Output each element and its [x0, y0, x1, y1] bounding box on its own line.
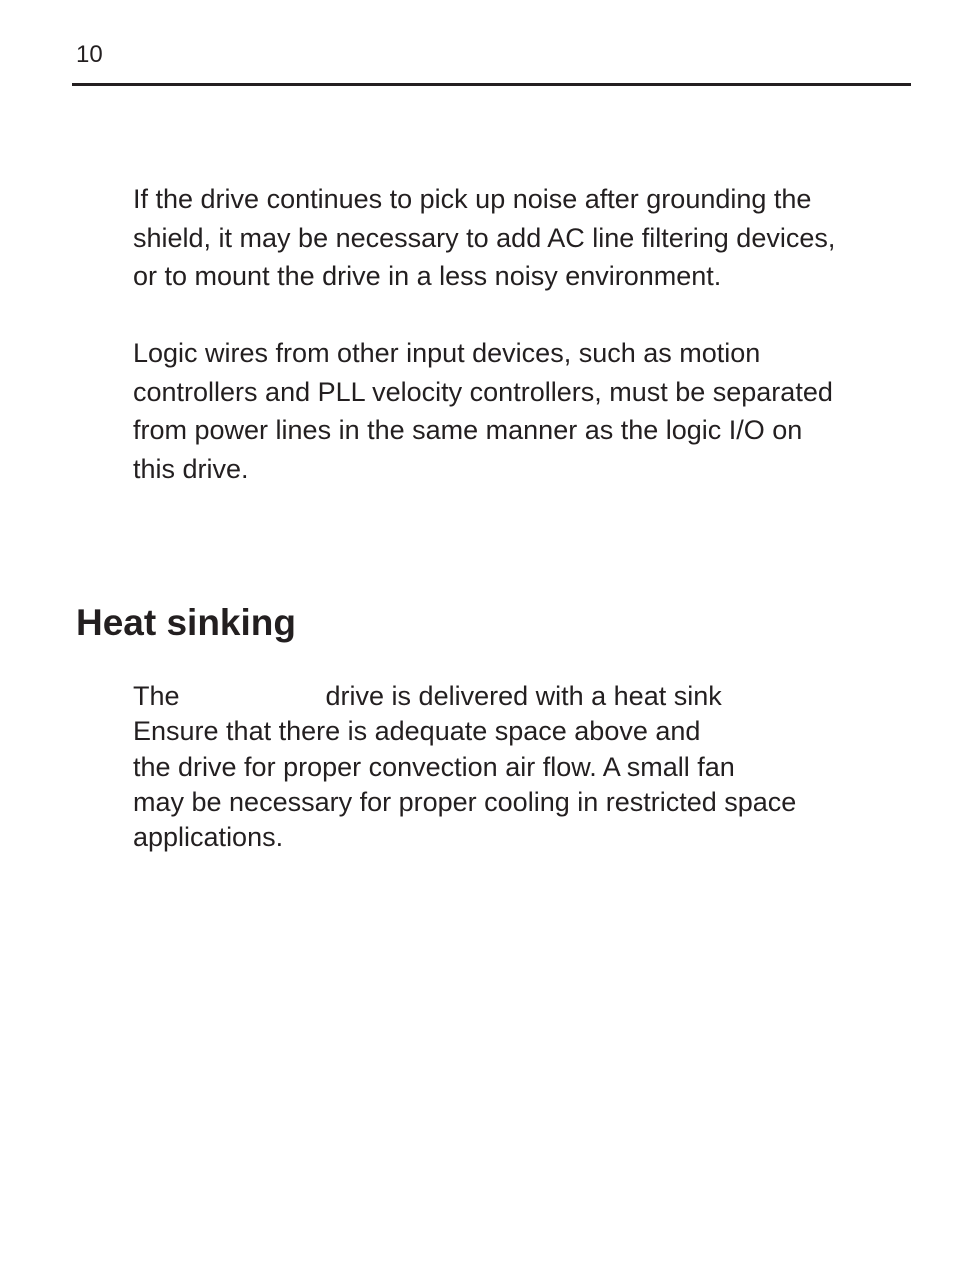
paragraph-logic-wires: [133, 334, 833, 488]
paragraph-line: shield, it may be necessary to add AC line filtering devices,: [133, 222, 836, 253]
paragraph-noise-filtering: [133, 180, 835, 296]
page-number: 10: [76, 41, 103, 68]
line-end-text: drive is delivered with a heat sink: [325, 681, 722, 711]
paragraph-heat-sinking: [133, 679, 796, 855]
paragraph-line: [133, 679, 796, 714]
paragraph-line: may be necessary for proper cooling in restricted space: [133, 786, 797, 817]
paragraph-line: Ensure that there is adequate space above and: [133, 716, 701, 747]
header-rule: [72, 83, 911, 86]
line-start-text: The: [133, 681, 180, 711]
paragraph-line: the drive for proper convection air flow. A small fan: [133, 751, 735, 782]
paragraph-line: applications.: [133, 822, 284, 853]
paragraph-line: this drive.: [133, 453, 249, 484]
paragraph-line: or to mount the drive in a less noisy environment.: [133, 261, 722, 292]
paragraph-line: controllers and PLL velocity controllers, must be separated: [133, 376, 833, 407]
section-heading-heat-sinking: Heat sinking: [76, 602, 296, 643]
paragraph-line: If the drive continues to pick up noise after grounding the: [133, 184, 812, 214]
paragraph-line: from power lines in the same manner as the logic I/O on: [133, 415, 803, 446]
paragraph-line: Logic wires from other input devices, such as motion: [133, 338, 761, 368]
